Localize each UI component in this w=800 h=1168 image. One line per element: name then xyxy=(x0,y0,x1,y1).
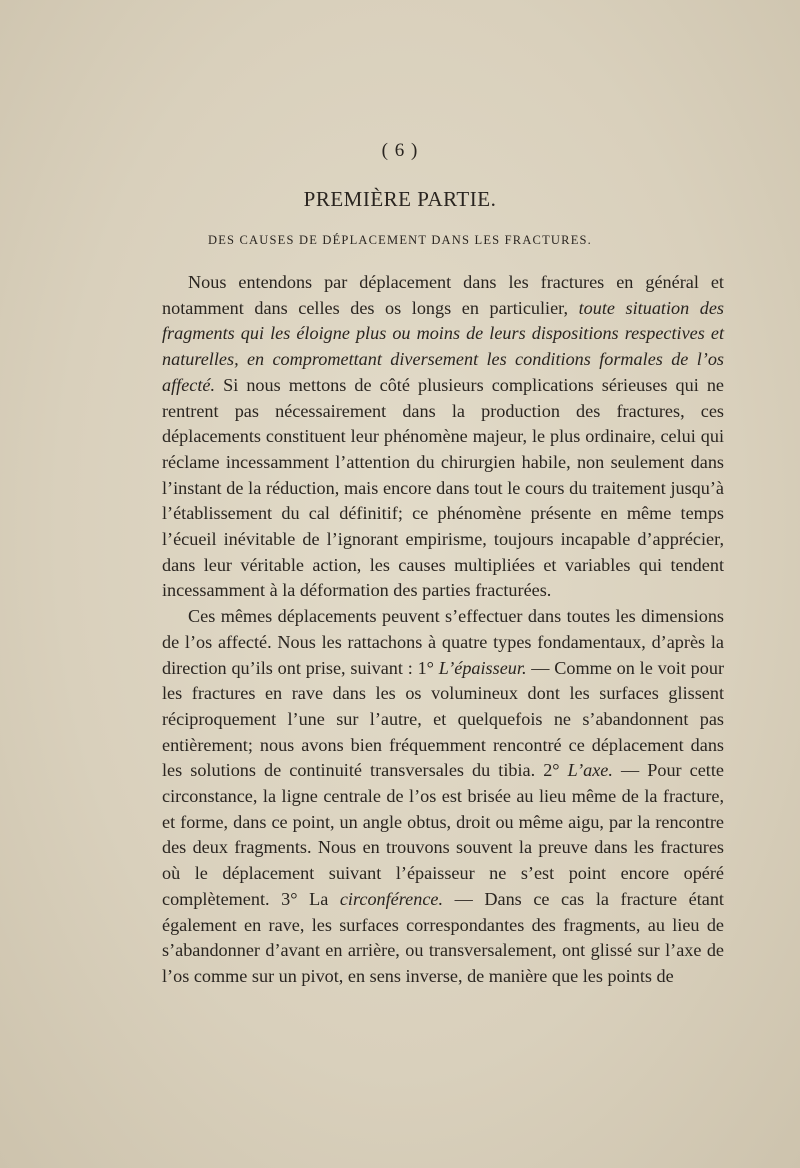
part-title: PREMIÈRE PARTIE. xyxy=(303,187,497,211)
paragraph-1 xyxy=(162,270,724,604)
paragraph-2-text-c: — Pour cette circonstance, la ligne centrale de l’os est brisée au lieu même de la fracture, et forme, dans ce point, un angle obtus, droit ou même aigu, par la rencontre des deux fragments. Nous en trouvons souvent la preuve dans les fractures où le déplacement suivant l’épaisseur ne s’est point encore opéré complètement. 3° La xyxy=(162,760,724,909)
paragraph-1-text-b: Si nous mettons de côté plusieurs complications sérieuses qui ne rentrent pas nécessairement dans la production des fractures, ces déplacements constituent leur phénomène majeur, le plus ordinaire, celui qui réclame incessamment l’attention du chirurgien habile, non seulement dans l’instant de la réduction, mais encore dans tout le cours du traitement jusqu’à l’établissement du cal définitif; ce phénomène présente en même temps l’écueil inévitable de l’ignorant empirisme, toujours incapable d’apprécier, dans leur véritable action, les causes multipliées et variables qui tendent incessamment à la déformation des parties fracturées. xyxy=(162,374,724,601)
paragraph-1-italic-definition: toute situation des fragments qui les éloigne plus ou moins de leurs dispositions respectives et naturelles, en compromettant diversement les conditions formales de l’os affecté. xyxy=(162,297,725,395)
paragraph-2-italic-axe: L’axe. xyxy=(567,760,613,781)
paragraph-2-text-a: Ces mêmes déplacements peuvent s’effectuer dans toutes les dimensions de l’os affecté. Nous les rattachons à quatre types fondamentaux, d’après la direction qu’ils ont prise, suivant : 1° xyxy=(162,606,724,678)
paragraph-2 xyxy=(162,604,724,990)
section-title: DES CAUSES DE DÉPLACEMENT DANS LES FRACTURES. xyxy=(207,233,593,247)
paragraph-2-italic-epaisseur: L’épaisseur. xyxy=(438,657,527,678)
page-number: ( 6 ) xyxy=(381,140,419,161)
paragraph-1-text-a: Nous entendons par déplacement dans les fractures en général et notamment dans celles des os longs en particulier, xyxy=(162,272,724,318)
body-text xyxy=(162,270,724,990)
paragraph-2-text-d: — Dans ce cas la fracture étant également en rave, les surfaces correspondantes des fragments, au lieu de s’abandonner d’avant en arrière, ou transversalement, ont glissé sur l’axe de l’os comme sur un pivot, en sens inverse, de manière que les points de xyxy=(162,888,724,986)
paragraph-2-text-b: — Comme on le voit pour les fractures en rave dans les os volumineux dont les surfaces glissent réciproquement l’une sur l’autre, et quelquefois ne s’abandonnent pas entièrement; nous avons bien fréquemment rencontré ce déplacement dans les solutions de continuité transversales du tibia. 2° xyxy=(162,657,724,781)
paragraph-2-italic-circonference: circonférence. xyxy=(339,888,444,909)
